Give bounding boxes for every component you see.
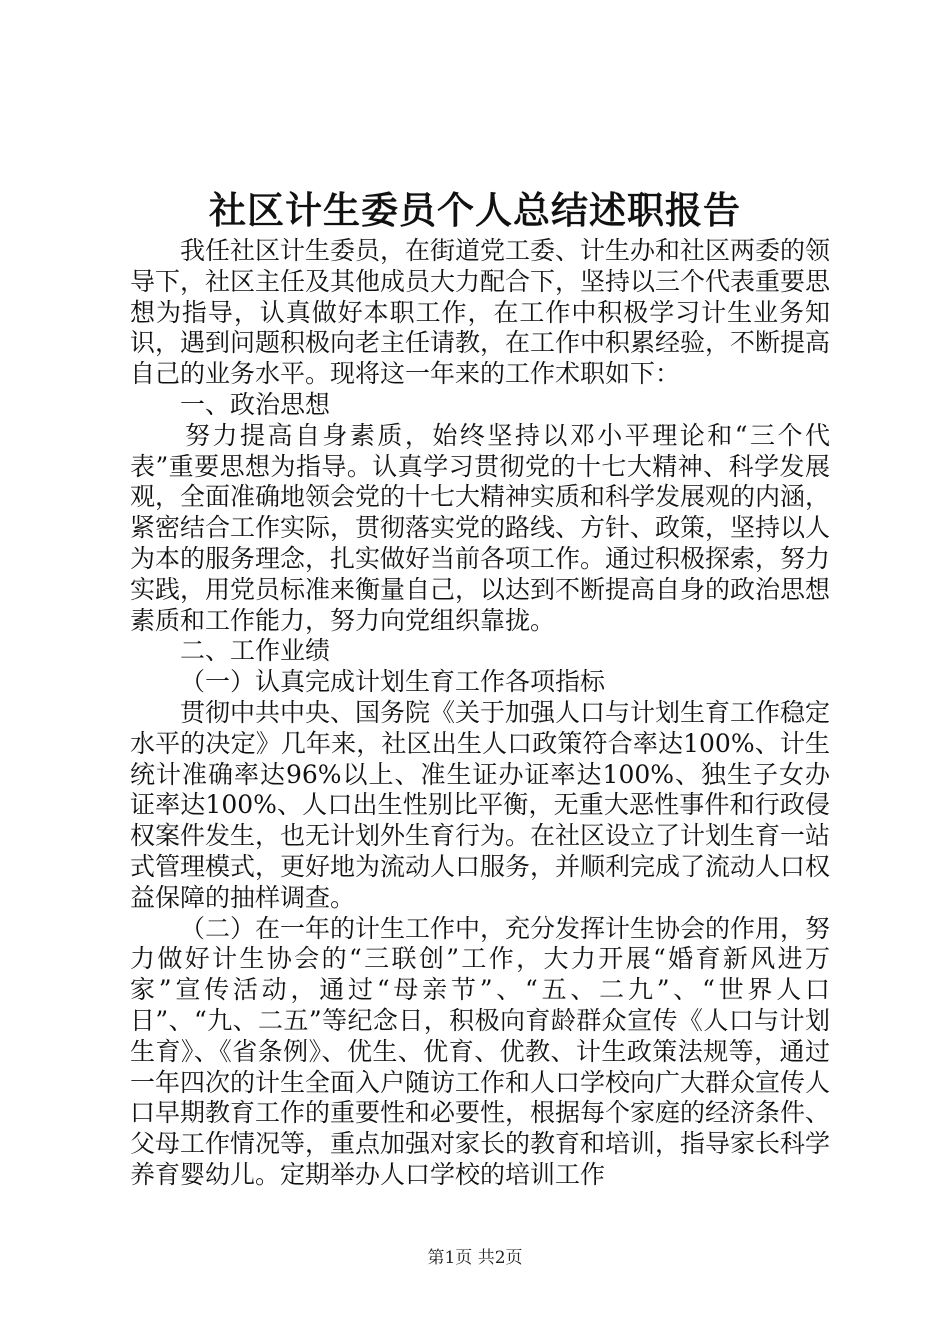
page-footer: 第1页 共2页 (427, 1248, 523, 1268)
intro-paragraph: 我任社区计生委员，在街道党工委、计生办和社区两委的领导下，社区主任及其他成员大力配合下，坚持以三个代表重要思想为指导，认真做好本职工作，在工作中积极学习计生业务知识，遇到问题积极向老主任请教，在工作中积累经验，不断提高自己的业务水平。现将这一年来的工作术职如下： (130, 236, 831, 389)
subsection-heading-targets: （一）认真完成计划生育工作各项指标 (180, 667, 606, 697)
association-paragraph: （二）在一年的计生工作中，充分发挥计生协会的作用，努力做好计生协会的“三联创”工作，大力开展“婚育新风进万家”宣传活动，通过“母亲节”、“五、二九”、“世界人口日”、“九、二五”等纪念日，积极向育龄群众宣传《人口与计划生育》、《省条例》、优生、优育、优教、计生政策法规等，通过一年四次的计生全面入户随访工作和人口学校向广大群众宣传人口早期教育工作的重要性和必要性，根据每个家庭的经济条件、父母工作情况等，重点加强对家长的教育和培训，指导家长科学养育婴幼儿。定期举办人口学校的培训工作 (130, 913, 831, 1189)
political-paragraph: 努力提高自身素质，始终坚持以邓小平理论和“三个代表”重要思想为指导。认真学习贯彻党的十七大精神、科学发展观，全面准确地领会党的十七大精神实质和科学发展观的内涵，紧密结合工作实际，贯彻落实党的路线、方针、政策，坚持以人为本的服务理念，扎实做好当前各项工作。通过积极探索，努力实践，用党员标准来衡量自己，以达到不断提高自身的政治思想素质和工作能力，努力向党组织靠拢。 (130, 420, 831, 635)
targets-paragraph: 贯彻中共中央、国务院《关于加强人口与计划生育工作稳定水平的决定》几年来，社区出生人口政策符合率达100%、计生统计准确率达96%以上、准生证办证率达100%、独生子女办证率达100%、人口出生性别比平衡，无重大恶性事件和行政侵权案件发生，也无计划外生育行为。在社区设立了计划生育一站式管理模式，更好地为流动人口服务，并顺利完成了流动人口权益保障的抽样调查。 (130, 697, 831, 912)
document-body (130, 236, 830, 1191)
document-title: 社区计生委员个人总结述职报告 (209, 188, 741, 232)
section-heading-achievements: 二、工作业绩 (180, 636, 331, 666)
section-heading-political: 一、政治思想 (180, 389, 331, 419)
